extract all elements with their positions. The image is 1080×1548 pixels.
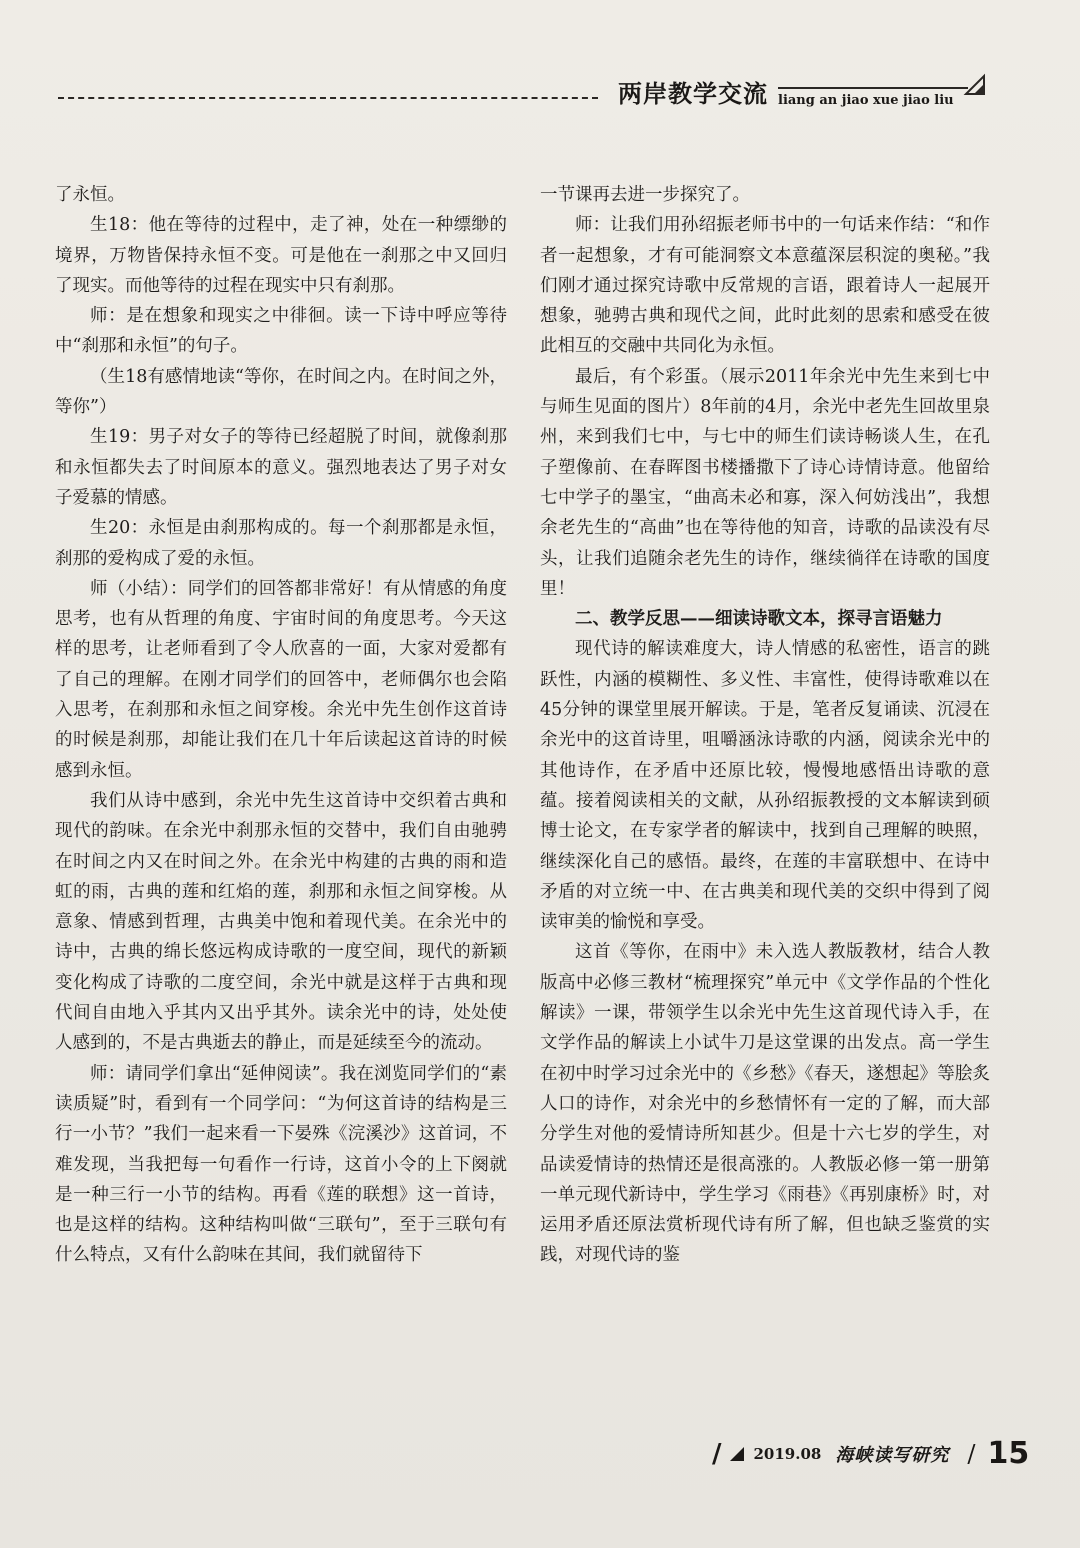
- section-title: 两岸教学交流: [618, 80, 768, 108]
- footer-slash-mark: /: [712, 1438, 722, 1469]
- paragraph: 现代诗的解读难度大，诗人情感的私密性，语言的跳跃性，内涵的模糊性、多义性、丰富性，使得诗歌难以在45分钟的课堂里展开解读。于是，笔者反复诵读、沉浸在余光中的这首诗里，咀嚼涵泳诗歌的内涵，阅读余光中的其他诗作，在矛盾中还原比较，慢慢地感悟出诗歌的意蕴。接着阅读相关的文献，从孙绍振教授的文本解读到硕博士论文，在专家学者的解读中，找到自己理解的映照，继续深化自己的感悟。最终，在莲的丰富联想中、在诗中矛盾的对立统一中、在古典美和现代美的交织中得到了阅读审美的愉悦和享受。: [540, 639, 990, 933]
- footer-separator: /: [967, 1439, 976, 1468]
- header-rule: [778, 87, 968, 89]
- paragraph: 师（小结）：同学们的回答都非常好！有从情感的角度思考，也有从哲理的角度、宇宙时间的角度思考。今天这样的思考，让老师看到了令人欣喜的一面，大家对爱都有了自己的理解。在刚才同学们的回答中，老师偶尔也会陷入思考，在刹那和永恒之间穿梭。余光中先生创作这首诗的时候是刹那，却能让我们在几十年后读起这首诗的时候感到永恒。: [55, 578, 507, 781]
- corner-triangle-icon: [962, 72, 986, 96]
- section-subtitle: liang an jiao xue jiao liu: [778, 93, 954, 108]
- paragraph: 生19：男子对女子的等待已经超脱了时间，就像刹那和永恒都失去了时间原本的意义。强烈地表达了男子对女子爱慕的情感。: [55, 427, 507, 508]
- left-column: [55, 180, 507, 1271]
- page-number: 15: [987, 1436, 1030, 1471]
- header-dashed-rule: [58, 97, 598, 99]
- paragraph: 生18：他在等待的过程中，走了神，处在一种缥缈的境界，万物皆保持永恒不变。可是他在一刹那之中又回归了现实。而他等待的过程在现实中只有刹那。: [55, 215, 507, 296]
- paragraph: 师：请同学们拿出“延伸阅读”。我在浏览同学们的“素读质疑”时，看到有一个同学问：“为何这首诗的结构是三行一小节？”我们一起来看一下晏殊《浣溪沙》这首词，不难发现，当我把每一句看作一行诗，这首小令的上下阕就是一种三行一小节的结构。再看《莲的联想》这一首诗，也是这样的结构。这种结构叫做“三联句”，至于三联句有什么特点，又有什么韵味在其间，我们就留待下: [55, 1063, 507, 1266]
- paragraph: 了永恒。: [55, 185, 125, 205]
- footer-triangle-icon: [730, 1447, 744, 1461]
- paragraph: （生18有感情地读“等你，在时间之内。在时间之外，等你”）: [55, 366, 507, 418]
- paragraph: 一节课再去进一步探究了。: [540, 185, 750, 205]
- paragraph: 生20：永恒是由刹那构成的。每一个刹那都是永恒，刹那的爱构成了爱的永恒。: [55, 518, 507, 569]
- paragraph: 师：让我们用孙绍振老师书中的一句话来作结：“和作者一起想象，才有可能洞察文本意蕴深层积淀的奥秘。”我们刚才通过探究诗歌中反常规的言语，跟着诗人一起展开想象，驰骋古典和现代之间，此时此刻的思索和感受在彼此相互的交融中共同化为永恒。: [540, 215, 990, 357]
- section-heading: 二、教学反思——细读诗歌文本，探寻言语魅力: [575, 609, 943, 630]
- paragraph: 这首《等你，在雨中》未入选人教版教材，结合人教版高中必修三教材“梳理探究”单元中《文学作品的个性化解读》一课，带领学生以余光中先生这首现代诗入手，在文学作品的解读上小试牛刀是这堂课的出发点。高一学生在初中时学习过余光中的《乡愁》《春天，遂想起》等脍炙人口的诗作，对余光中的乡愁情怀有一定的了解，而大部分学生对他的爱情诗所知甚少。但是十六七岁的学生，对品读爱情诗的热情还是很高涨的。人教版必修一第一册第一单元现代新诗中，学生学习《雨巷》《再别康桥》时，对运用矛盾还原法赏析现代诗有所了解，但也缺乏鉴赏的实践，对现代诗的鉴: [540, 942, 990, 1266]
- paragraph: 最后，有个彩蛋。（展示2011年余光中先生来到七中与师生见面的图片）8年前的4月，余光中老先生回故里泉州，来到我们七中，与七中的师生们读诗畅谈人生，在孔子塑像前、在春晖图书楼播撒下了诗心诗情诗意。他留给七中学子的墨宝，“曲高未必和寡，深入何妨浅出”，我想余老先生的“高曲”也在等待他的知音，诗歌的品读没有尽头，让我们追随余老先生的诗作，继续徜徉在诗歌的国度里！: [540, 366, 990, 599]
- paragraph: 师：是在想象和现实之中徘徊。读一下诗中呼应等待中“刹那和永恒”的句子。: [55, 306, 507, 357]
- issue-date: 2019.08: [753, 1444, 822, 1463]
- page-footer: [712, 1436, 1029, 1471]
- paragraph: 我们从诗中感到，余光中先生这首诗中交织着古典和现代的韵味。在余光中刹那永恒的交替中，我们自由驰骋在时间之内又在时间之外。在余光中构建的古典的雨和造虹的雨，古典的莲和红焰的莲，刹那和永恒之间穿梭。从意象、情感到哲理，古典美中饱和着现代美。在余光中的诗中，古典的绵长悠远构成诗歌的一度空间，现代的新颖变化构成了诗歌的二度空间，余光中就是这样于古典和现代间自由地入乎其内又出乎其外。读余光中的诗，处处使人感到的，不是古典逝去的静止，而是延续至今的流动。: [55, 790, 507, 1054]
- journal-name: 海峡读写研究: [835, 1444, 950, 1466]
- right-column: [540, 180, 990, 1271]
